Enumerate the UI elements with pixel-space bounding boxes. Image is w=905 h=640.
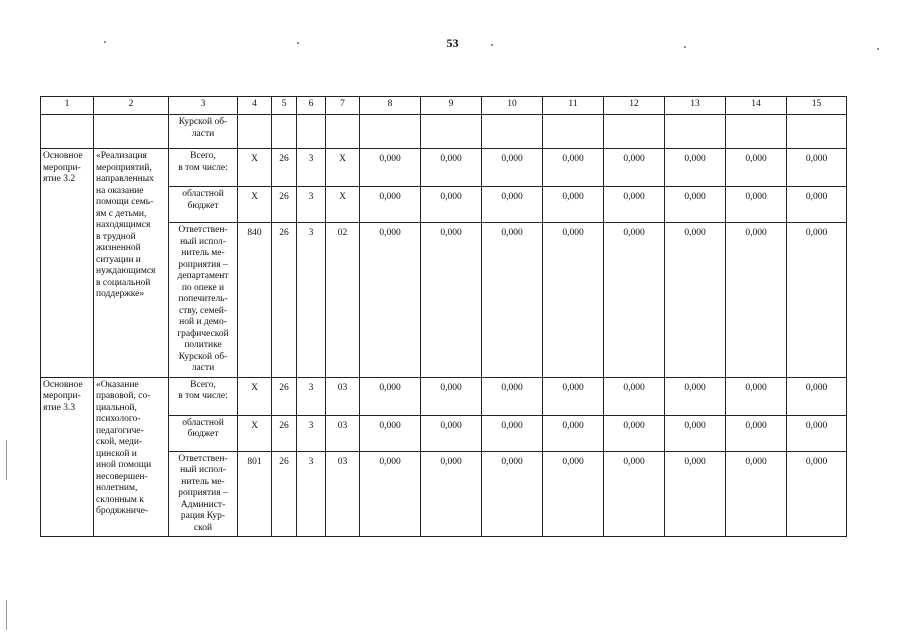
measure-description-cell: «Оказание правовой, со- циальной, психолого- педагогиче- ской, меди- цинской и иной помощи несовершен- нолетним, склонным к бродяжниче- — [94, 377, 169, 537]
table-cell — [41, 115, 94, 149]
funding-label-cell: Всего, в том числе: — [169, 149, 238, 187]
table-cell — [360, 115, 421, 149]
scan-edge-line — [6, 440, 7, 480]
scan-speck — [491, 44, 493, 46]
code-cell: 840 — [238, 223, 272, 378]
value-cell: 0,000 — [360, 451, 421, 537]
table-row — [41, 149, 847, 187]
code-cell: 26 — [272, 451, 297, 537]
code-cell: 26 — [272, 187, 297, 223]
code-cell: 26 — [272, 415, 297, 451]
col-header: 4 — [238, 97, 272, 115]
scan-speck — [104, 41, 106, 43]
value-cell: 0,000 — [604, 223, 665, 378]
table-cell — [726, 115, 787, 149]
col-header: 5 — [272, 97, 297, 115]
col-header: 2 — [94, 97, 169, 115]
col-header: 3 — [169, 97, 238, 115]
value-cell: 0,000 — [482, 451, 543, 537]
measure-description-cell: «Реализация мероприятий, направленных на оказание помощи семь- ям с детьми, находящимся в трудной жизненной ситуации и нуждающимся в социальной поддержке» — [94, 149, 169, 378]
col-header: 12 — [604, 97, 665, 115]
code-cell: 26 — [272, 223, 297, 378]
table-cell — [787, 115, 847, 149]
value-cell: 0,000 — [787, 149, 847, 187]
code-cell: 3 — [297, 187, 326, 223]
measure-name-cell: Основное меропри- ятие 3.3 — [41, 377, 94, 537]
responsible-cell: Ответствен- ный испол- нитель ме- роприятия – департамент по опеке и попечитель- ству, семей- ной и демо- графической политике Курской об- ласти — [169, 223, 238, 378]
value-cell: 0,000 — [665, 187, 726, 223]
code-cell: 3 — [297, 223, 326, 378]
value-cell: 0,000 — [787, 187, 847, 223]
continuation-row — [41, 115, 847, 149]
table-cell — [482, 115, 543, 149]
value-cell: 0,000 — [360, 415, 421, 451]
value-cell: 0,000 — [421, 149, 482, 187]
table-cell — [421, 115, 482, 149]
code-cell: Х — [238, 377, 272, 415]
col-header: 9 — [421, 97, 482, 115]
funding-label-cell: областной бюджет — [169, 187, 238, 223]
value-cell: 0,000 — [360, 223, 421, 378]
value-cell: 0,000 — [604, 415, 665, 451]
col-header: 11 — [543, 97, 604, 115]
page-number: 53 — [446, 36, 459, 50]
responsible-cell: Курской об- ласти — [169, 115, 238, 149]
table-cell — [238, 115, 272, 149]
value-cell: 0,000 — [482, 149, 543, 187]
funding-label-cell: областной бюджет — [169, 415, 238, 451]
value-cell: 0,000 — [421, 451, 482, 537]
code-cell: Х — [238, 149, 272, 187]
value-cell: 0,000 — [543, 187, 604, 223]
value-cell: 0,000 — [421, 377, 482, 415]
col-header: 13 — [665, 97, 726, 115]
code-cell: 26 — [272, 149, 297, 187]
value-cell: 0,000 — [543, 377, 604, 415]
value-cell: 0,000 — [665, 223, 726, 378]
value-cell: 0,000 — [360, 187, 421, 223]
value-cell: 0,000 — [787, 223, 847, 378]
value-cell: 0,000 — [604, 149, 665, 187]
header-row — [41, 97, 847, 115]
value-cell: 0,000 — [482, 187, 543, 223]
value-cell: 0,000 — [360, 149, 421, 187]
table-cell — [665, 115, 726, 149]
value-cell: 0,000 — [726, 149, 787, 187]
col-header: 8 — [360, 97, 421, 115]
value-cell: 0,000 — [482, 415, 543, 451]
value-cell: 0,000 — [421, 223, 482, 378]
col-header: 15 — [787, 97, 847, 115]
table-cell — [326, 115, 360, 149]
code-cell: Х — [238, 415, 272, 451]
table-cell — [604, 115, 665, 149]
value-cell: 0,000 — [421, 187, 482, 223]
code-cell: 3 — [297, 451, 326, 537]
code-cell: 03 — [326, 415, 360, 451]
value-cell: 0,000 — [482, 377, 543, 415]
value-cell: 0,000 — [604, 377, 665, 415]
col-header: 7 — [326, 97, 360, 115]
value-cell: 0,000 — [604, 187, 665, 223]
col-header: 1 — [41, 97, 94, 115]
code-cell: 03 — [326, 377, 360, 415]
scan-speck — [684, 46, 686, 48]
value-cell: 0,000 — [665, 149, 726, 187]
code-cell: 3 — [297, 377, 326, 415]
value-cell: 0,000 — [543, 223, 604, 378]
scan-edge-line — [6, 600, 7, 630]
responsible-cell: Ответствен- ный испол- нитель ме- роприятия – Админист- рация Кур- ской — [169, 451, 238, 537]
value-cell: 0,000 — [421, 415, 482, 451]
code-cell: 02 — [326, 223, 360, 378]
code-cell: 26 — [272, 377, 297, 415]
table-cell — [543, 115, 604, 149]
col-header: 10 — [482, 97, 543, 115]
scan-speck — [297, 42, 299, 44]
budget-table — [40, 96, 847, 537]
funding-label-cell: Всего, в том числе: — [169, 377, 238, 415]
value-cell: 0,000 — [665, 451, 726, 537]
code-cell: Х — [326, 187, 360, 223]
code-cell: 3 — [297, 415, 326, 451]
table-row — [41, 377, 847, 415]
measure-name-cell: Основное меропри- ятие 3.2 — [41, 149, 94, 378]
code-cell: Х — [238, 187, 272, 223]
value-cell: 0,000 — [726, 377, 787, 415]
code-cell: Х — [326, 149, 360, 187]
table-cell — [272, 115, 297, 149]
code-cell: 3 — [297, 149, 326, 187]
code-cell: 801 — [238, 451, 272, 537]
value-cell: 0,000 — [665, 377, 726, 415]
table-cell — [297, 115, 326, 149]
value-cell: 0,000 — [726, 223, 787, 378]
value-cell: 0,000 — [543, 149, 604, 187]
value-cell: 0,000 — [543, 415, 604, 451]
value-cell: 0,000 — [787, 451, 847, 537]
value-cell: 0,000 — [726, 415, 787, 451]
value-cell: 0,000 — [482, 223, 543, 378]
value-cell: 0,000 — [604, 451, 665, 537]
table-cell — [94, 115, 169, 149]
value-cell: 0,000 — [360, 377, 421, 415]
value-cell: 0,000 — [787, 377, 847, 415]
value-cell: 0,000 — [665, 415, 726, 451]
code-cell: 03 — [326, 451, 360, 537]
value-cell: 0,000 — [726, 451, 787, 537]
col-header: 6 — [297, 97, 326, 115]
value-cell: 0,000 — [726, 187, 787, 223]
value-cell: 0,000 — [543, 451, 604, 537]
value-cell: 0,000 — [787, 415, 847, 451]
scan-speck — [877, 48, 879, 50]
col-header: 14 — [726, 97, 787, 115]
